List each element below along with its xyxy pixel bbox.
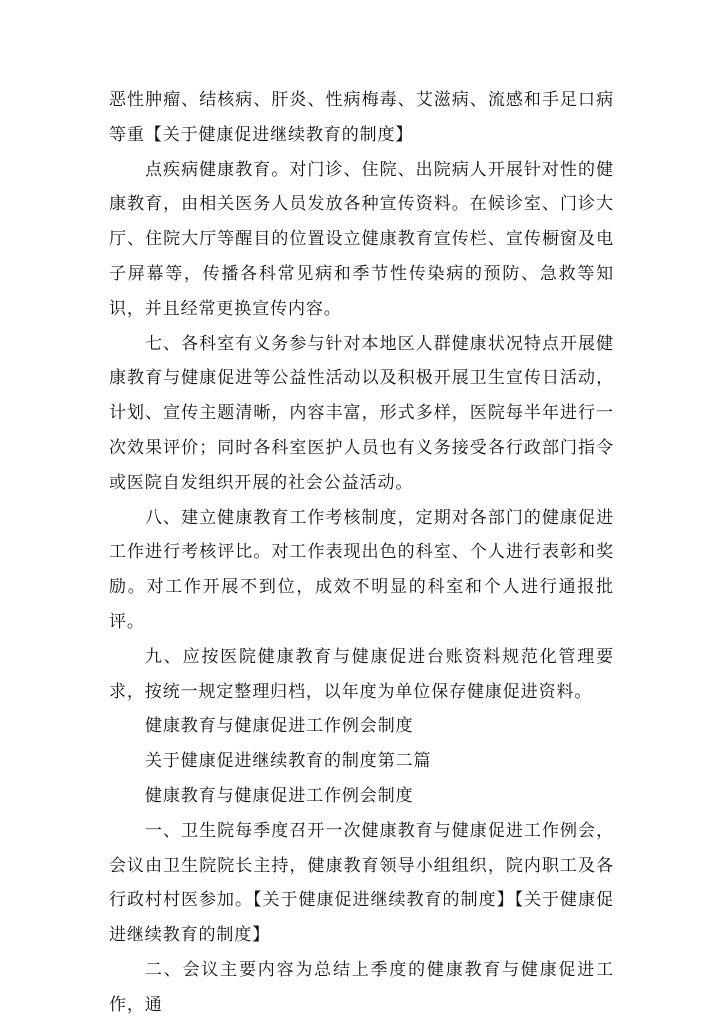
- paragraph-6: 一、卫生院每季度召开一次健康教育与健康促进工作例会，会议由卫生院院长主持，健康教育领导小组组织，院内职工及各行政村村医参加。【关于健康促进继续教育的制度】【关于健康促进继续教育的制度】: [109, 820, 614, 946]
- paragraph-4: 八、建立健康教育工作考核制度，定期对各部门的健康促进工作进行考核评比。对工作表现出色的科室、个人进行表彰和奖励。对工作开展不到位，成效不明显的科室和个人进行通报批评。: [109, 507, 614, 632]
- section-heading-3: 健康教育与健康促进工作例会制度: [145, 785, 414, 806]
- paragraph-5: 九、应按医院健康教育与健康促进台账资料规范化管理要求，按统一规定整理归档，以年度为单位保存健康促进资料。: [109, 646, 614, 702]
- paragraph-1: 恶性肿瘤、结核病、肝炎、性病梅毒、艾滋病、流感和手足口病等重【关于健康促进继续教育的制度】: [109, 90, 614, 145]
- document-body: [109, 83, 614, 1023]
- paragraph-7: 二、会议主要内容为总结上季度的健康教育与健康促进工作，通: [109, 959, 614, 1015]
- paragraph-3: 七、各科室有义务参与针对本地区人群健康状况特点开展健康教育与健康促进等公益性活动以及积极开展卫生宣传日活动，计划、宣传主题清晰，内容丰富，形式多样，医院每半年进行一次效果评价；同时各科室医护人员也有义务接受各行政部门指令或医院自发组织开展的社会公益活动。: [109, 333, 614, 493]
- paragraph-2: 点疾病健康教育。对门诊、住院、出院病人开展针对性的健康教育，由相关医务人员发放各种宣传资料。在候诊室、门诊大厅、住院大厅等醒目的位置设立健康教育宣传栏、宣传橱窗及电子屏幕等，传播各科常见病和季节性传染病的预防、急救等知识，并且经常更换宣传内容。: [109, 159, 614, 319]
- section-heading-1: 健康教育与健康促进工作例会制度: [145, 716, 414, 737]
- section-heading-2: 关于健康促进继续教育的制度第二篇: [145, 751, 432, 772]
